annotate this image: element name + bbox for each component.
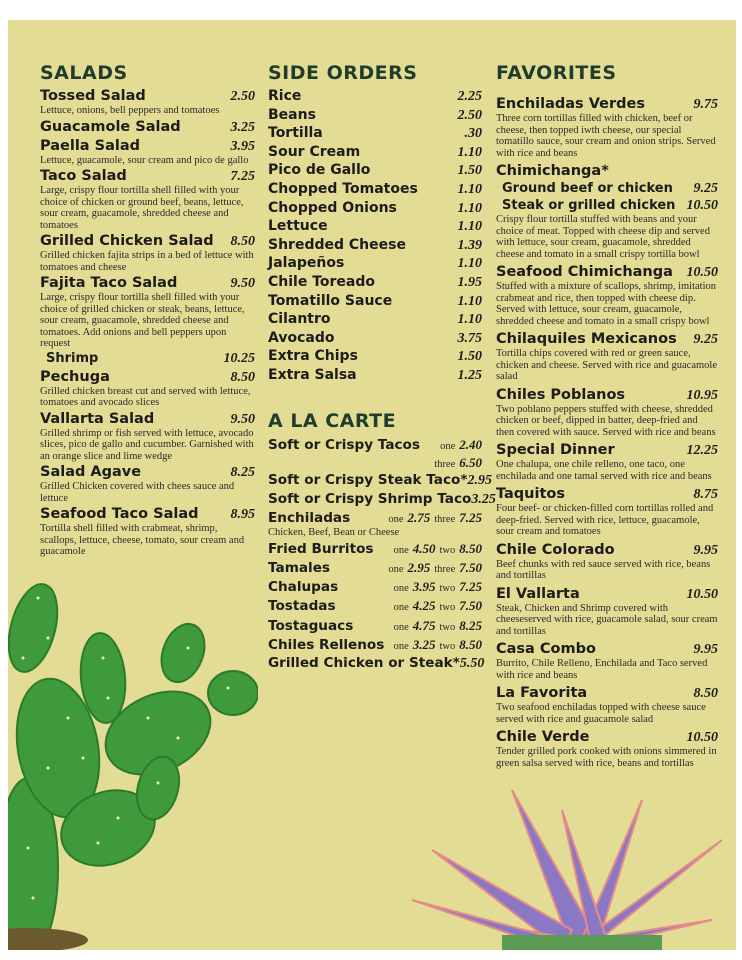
item-name: Paella Salad xyxy=(40,137,140,154)
item-price: 1.10 xyxy=(457,219,482,235)
menu-item xyxy=(496,641,718,681)
item-price: 8.25 xyxy=(230,465,255,480)
item-price: 9.50 xyxy=(230,411,255,427)
menu-item xyxy=(268,200,482,217)
qty-label: one xyxy=(393,621,409,633)
menu-item xyxy=(268,436,482,471)
menu-item xyxy=(496,331,718,383)
item-name: Tostadas xyxy=(268,598,336,615)
cactus-illustration xyxy=(8,568,258,950)
item-name: Casa Combo xyxy=(496,641,596,657)
item-description: Crispy flour tortilla stuffed with beans and your choice of meat. Topped with cheese dip and served with lettuce, sour cream, guacamole, shredded cheese and tomato in a small crispy tortilla bowl xyxy=(496,214,710,260)
item-name: Seafood Taco Salad xyxy=(40,506,199,522)
item-description: Two seafood enchiladas topped with cheese sauce served with rice and guacamole salad xyxy=(496,702,706,725)
menu-page xyxy=(8,20,736,950)
item-name: Soft or Crispy Tacos xyxy=(268,436,420,453)
item-name: Chilaquiles Mexicanos xyxy=(496,331,677,347)
qty-label: one xyxy=(393,583,409,595)
item-description: Grilled shrimp or fish served with lettuce, avocado slices, pico de gallo and cucumber. Garnished with an orange slice and lime wedge xyxy=(40,427,254,462)
agave-illustration xyxy=(412,780,736,950)
item-price: 1.10 xyxy=(457,256,482,272)
menu-item xyxy=(268,597,482,615)
qty-label: three xyxy=(434,563,456,575)
item-name: Grilled Chicken or Steak* xyxy=(268,655,460,672)
menu-item xyxy=(496,586,718,638)
item-name: Pechuga xyxy=(40,368,110,385)
menu-item xyxy=(40,369,255,409)
menu-item xyxy=(40,275,255,367)
item-description: Chicken, Beef, Bean or Cheese xyxy=(268,526,400,538)
item-description: Two poblano peppers stuffed with cheese, shredded chicken or beef, dipped in batter, deep-fried and then covered with sauce. Served with rice and beans xyxy=(496,403,716,438)
menu-item xyxy=(40,411,255,463)
menu-item xyxy=(268,218,482,235)
menu-item xyxy=(496,264,718,327)
item-name: Chopped Tomatoes xyxy=(268,180,418,197)
item-price: 2.40 xyxy=(459,436,482,452)
qty-label: one xyxy=(388,563,404,575)
item-price: 3.95 xyxy=(230,138,255,154)
menu-item xyxy=(40,506,255,558)
item-price: 4.25 xyxy=(412,598,436,614)
item-description: Four beef- or chicken-filled corn tortillas rolled and deep-fried. Served with rice, lettuce, guacamole, sour cream and tomatoes xyxy=(496,503,714,537)
menu-item xyxy=(268,617,482,635)
item-price: 8.50 xyxy=(230,234,255,249)
item-description: Large, crispy flour tortilla shell filled with your choice of grilled chicken or steak, beans, lettuce, sour cream, guacamole, shredded cheese and tomatoes. Add onions and bell peppers upon request xyxy=(40,292,245,349)
menu-item xyxy=(268,293,482,310)
item-description: Tortilla chips covered with red or green sauce, chicken and cheese. Served with rice and guacamole salad xyxy=(496,348,717,382)
item-name: Beans xyxy=(268,106,316,123)
option-price: 10.50 xyxy=(686,198,718,213)
item-price: 1.50 xyxy=(457,349,482,365)
menu-item xyxy=(496,542,718,582)
item-price: 7.25 xyxy=(459,579,482,595)
qty-label: two xyxy=(439,602,456,614)
item-price: 8.50 xyxy=(459,637,482,653)
menu-item xyxy=(268,348,482,365)
item-description: Tortilla shell filled with crabmeat, shrimp, scallops, lettuce, cheese, tomato, sour cream and guacamole xyxy=(40,523,245,557)
item-description: Stuffed with a mixture of scallops, shrimp, imitation crabmeat and rice, then topped with cheese dip. Served with lettuce, sour cream, guacamole, shredded cheese and tomato in a small crispy bowl xyxy=(496,281,716,327)
menu-item xyxy=(496,442,718,482)
item-name: Pico de Gallo xyxy=(268,162,371,179)
item-description: Tender grilled pork cooked with onions simmered in green salsa served with rice, beans and tortillas xyxy=(496,746,717,769)
item-name: Shredded Cheese xyxy=(268,236,406,253)
item-price: 2.95 xyxy=(467,473,492,489)
item-price: 1.25 xyxy=(457,367,482,383)
item-name: Salad Agave xyxy=(40,464,142,480)
item-name: Grilled Chicken Salad xyxy=(40,233,214,249)
item-name: Chile Verde xyxy=(496,729,590,745)
item-name: Tossed Salad xyxy=(40,88,146,104)
item-name: Tomatillo Sauce xyxy=(268,292,393,309)
salads-heading: SALADS xyxy=(40,62,128,84)
qty-label: one xyxy=(393,544,409,556)
option-price: 9.25 xyxy=(693,181,718,196)
menu-item xyxy=(268,490,496,508)
item-name: Chiles Rellenos xyxy=(268,637,385,654)
item-price: 10.50 xyxy=(686,265,718,280)
item-description: Beef chunks with red sauce served with rice, beans and tortillas xyxy=(496,558,711,581)
menu-item xyxy=(268,311,482,328)
item-name: Chile Toreado xyxy=(268,273,376,290)
item-name: El Vallarta xyxy=(496,585,580,602)
item-price: 1.10 xyxy=(457,181,482,197)
item-name: Chimichanga* xyxy=(496,163,609,179)
menu-item xyxy=(40,464,255,504)
item-price: 9.50 xyxy=(230,276,255,291)
option-name: Shrimp xyxy=(46,350,99,366)
qty-label: one xyxy=(393,641,409,653)
item-description: Lettuce, onions, bell peppers and tomatoes xyxy=(40,105,220,116)
item-price: 2.75 xyxy=(407,509,431,525)
item-price: 10.50 xyxy=(686,586,718,602)
menu-item xyxy=(268,237,482,254)
menu-item xyxy=(40,168,255,231)
item-name: Soft or Crispy Steak Taco* xyxy=(268,472,468,489)
item-price: 12.25 xyxy=(686,443,718,458)
favorites-column xyxy=(496,62,718,773)
item-price: 1.10 xyxy=(457,312,482,328)
menu-item xyxy=(268,330,482,347)
item-description: Large, crispy flour tortilla shell filled with your choice of chicken or ground beef, beans, lettuce, sour cream, guacamole, shredded cheese and tomatoes xyxy=(40,185,244,231)
menu-item xyxy=(268,88,482,105)
qty-label: three xyxy=(434,458,456,470)
item-price: 8.50 xyxy=(459,540,482,556)
item-description: Burrito, Chile Relleno, Enchilada and Taco served with rice and beans xyxy=(496,658,708,681)
side-orders-column xyxy=(268,62,496,674)
item-name: Fajita Taco Salad xyxy=(40,275,178,291)
item-price: 1.95 xyxy=(457,274,482,290)
salads-column xyxy=(40,62,255,560)
menu-item xyxy=(268,578,482,596)
item-price: 9.75 xyxy=(693,97,718,112)
a-la-carte-section xyxy=(268,409,496,672)
menu-item xyxy=(496,163,718,260)
item-description: Steak, Chicken and Shrimp covered with cheeseserved with rice, guacamole salad, sour cream and tortillas xyxy=(496,602,718,637)
item-price: 4.50 xyxy=(412,540,436,556)
item-price: 9.25 xyxy=(693,332,718,347)
menu-item xyxy=(496,387,718,439)
item-price: 1.10 xyxy=(457,144,482,160)
item-option xyxy=(496,197,718,214)
item-price: 8.75 xyxy=(693,487,718,502)
item-name: La Favorita xyxy=(496,685,588,701)
item-option xyxy=(40,350,255,367)
item-price: 7.50 xyxy=(459,559,482,575)
qty-label: one xyxy=(440,440,456,452)
menu-item xyxy=(268,162,482,179)
menu-item xyxy=(496,685,718,725)
item-name: Chopped Onions xyxy=(268,199,397,216)
item-price: 3.25 xyxy=(412,637,436,653)
side-orders-heading: SIDE ORDERS xyxy=(268,62,418,84)
menu-item xyxy=(268,255,482,272)
item-price: 5.50 xyxy=(459,656,485,672)
item-description: Grilled chicken breast cut and served with lettuce, tomatoes and avocado slices xyxy=(40,385,251,408)
qty-label: two xyxy=(439,641,456,653)
item-price: 2.25 xyxy=(457,89,482,104)
item-name: Avocado xyxy=(268,329,335,346)
item-name: Lettuce xyxy=(268,218,328,235)
item-price: 10.95 xyxy=(686,387,718,403)
a-la-carte-heading: A LA CARTE xyxy=(268,409,397,432)
item-price: 7.25 xyxy=(459,509,482,525)
qty-label: two xyxy=(439,583,456,595)
item-name: Cilantro xyxy=(268,311,331,328)
menu-item xyxy=(40,233,255,273)
item-price: 7.50 xyxy=(459,598,482,614)
menu-item xyxy=(40,119,255,136)
item-price: 8.50 xyxy=(230,369,255,385)
qty-label: one xyxy=(388,513,404,525)
menu-item xyxy=(40,88,255,117)
item-name: Chalupas xyxy=(268,579,339,596)
item-price: 7.25 xyxy=(230,169,255,184)
item-name: Rice xyxy=(268,88,302,104)
item-name: Enchiladas Verdes xyxy=(496,96,645,112)
menu-item xyxy=(268,274,482,291)
item-price: 1.10 xyxy=(457,200,482,216)
item-description: Grilled chicken fajita strips in a bed of lettuce with tomatoes and cheese xyxy=(40,250,254,273)
menu-item xyxy=(268,559,482,577)
menu-item xyxy=(268,509,482,539)
item-name: Tortilla xyxy=(268,125,323,142)
qty-label: two xyxy=(439,621,456,633)
item-name: Sour Cream xyxy=(268,143,361,160)
qty-label: two xyxy=(439,544,456,556)
item-price: 1.50 xyxy=(457,163,482,179)
menu-item xyxy=(268,655,485,672)
item-name: Chiles Poblanos xyxy=(496,386,626,403)
item-name: Chile Colorado xyxy=(496,541,615,558)
item-name: Special Dinner xyxy=(496,442,615,458)
menu-item xyxy=(496,96,718,159)
item-price: 1.39 xyxy=(457,237,482,253)
item-price: 9.95 xyxy=(693,642,718,657)
item-name: Jalapeños xyxy=(268,255,345,272)
option-price: 10.25 xyxy=(223,350,255,366)
item-price: 3.25 xyxy=(471,491,496,507)
item-name: Extra Salsa xyxy=(268,366,357,383)
item-price: 10.50 xyxy=(686,730,718,745)
menu-item xyxy=(496,486,718,538)
item-price: 3.75 xyxy=(457,330,482,346)
option-name: Ground beef or chicken xyxy=(502,181,673,196)
item-price: 2.95 xyxy=(407,559,431,575)
item-price: 2.50 xyxy=(457,107,482,123)
item-description: Grilled Chicken covered with chees sauce and lettuce xyxy=(40,481,235,504)
menu-item xyxy=(268,125,482,142)
menu-item xyxy=(268,144,482,161)
item-option xyxy=(496,180,718,197)
item-description: Lettuce, guacamole, sour cream and pico de gallo xyxy=(40,154,249,166)
item-price: 9.95 xyxy=(693,542,718,558)
item-name: Taquitos xyxy=(496,486,566,502)
item-description: Three corn tortillas filled with chicken, beef or cheese, then topped iwth cheese, our special tomatillo sauce, sour cream and onion strips. Served with rice and beans xyxy=(496,113,716,159)
item-price: 3.95 xyxy=(412,579,436,595)
item-name: Extra Chips xyxy=(268,348,358,365)
item-price: .30 xyxy=(464,126,482,142)
item-price: 8.25 xyxy=(459,617,482,633)
item-price: 1.10 xyxy=(457,293,482,309)
menu-item xyxy=(40,138,255,167)
item-name: Enchiladas xyxy=(268,509,351,526)
menu-item xyxy=(268,472,492,489)
item-name: Guacamole Salad xyxy=(40,118,181,135)
menu-item xyxy=(268,636,482,654)
item-price: 3.25 xyxy=(230,119,255,135)
item-price: 2.50 xyxy=(230,89,255,104)
menu-item xyxy=(268,181,482,198)
item-name: Soft or Crispy Shrimp Taco xyxy=(268,490,472,507)
item-name: Seafood Chimichanga xyxy=(496,264,673,280)
menu-item xyxy=(268,367,482,384)
item-price: 6.50 xyxy=(459,454,482,470)
menu-item xyxy=(268,107,482,124)
item-description: One chalupa, one chile relleno, one taco, one enchilada and one tamal served with rice and beans xyxy=(496,459,712,482)
item-name: Tamales xyxy=(268,559,331,576)
favorites-heading: FAVORITES xyxy=(496,62,617,84)
menu-item xyxy=(496,729,718,769)
item-price: 8.50 xyxy=(693,686,718,701)
item-name: Taco Salad xyxy=(40,168,127,184)
item-price: 8.95 xyxy=(230,507,255,522)
menu-item xyxy=(268,540,482,558)
item-name: Fried Burritos xyxy=(268,540,374,557)
qty-label: one xyxy=(393,602,409,614)
option-name: Steak or grilled chicken xyxy=(502,198,676,213)
item-name: Vallarta Salad xyxy=(40,410,155,427)
qty-label: three xyxy=(434,513,456,525)
item-name: Tostaguacs xyxy=(268,617,354,634)
item-price: 4.75 xyxy=(412,617,436,633)
